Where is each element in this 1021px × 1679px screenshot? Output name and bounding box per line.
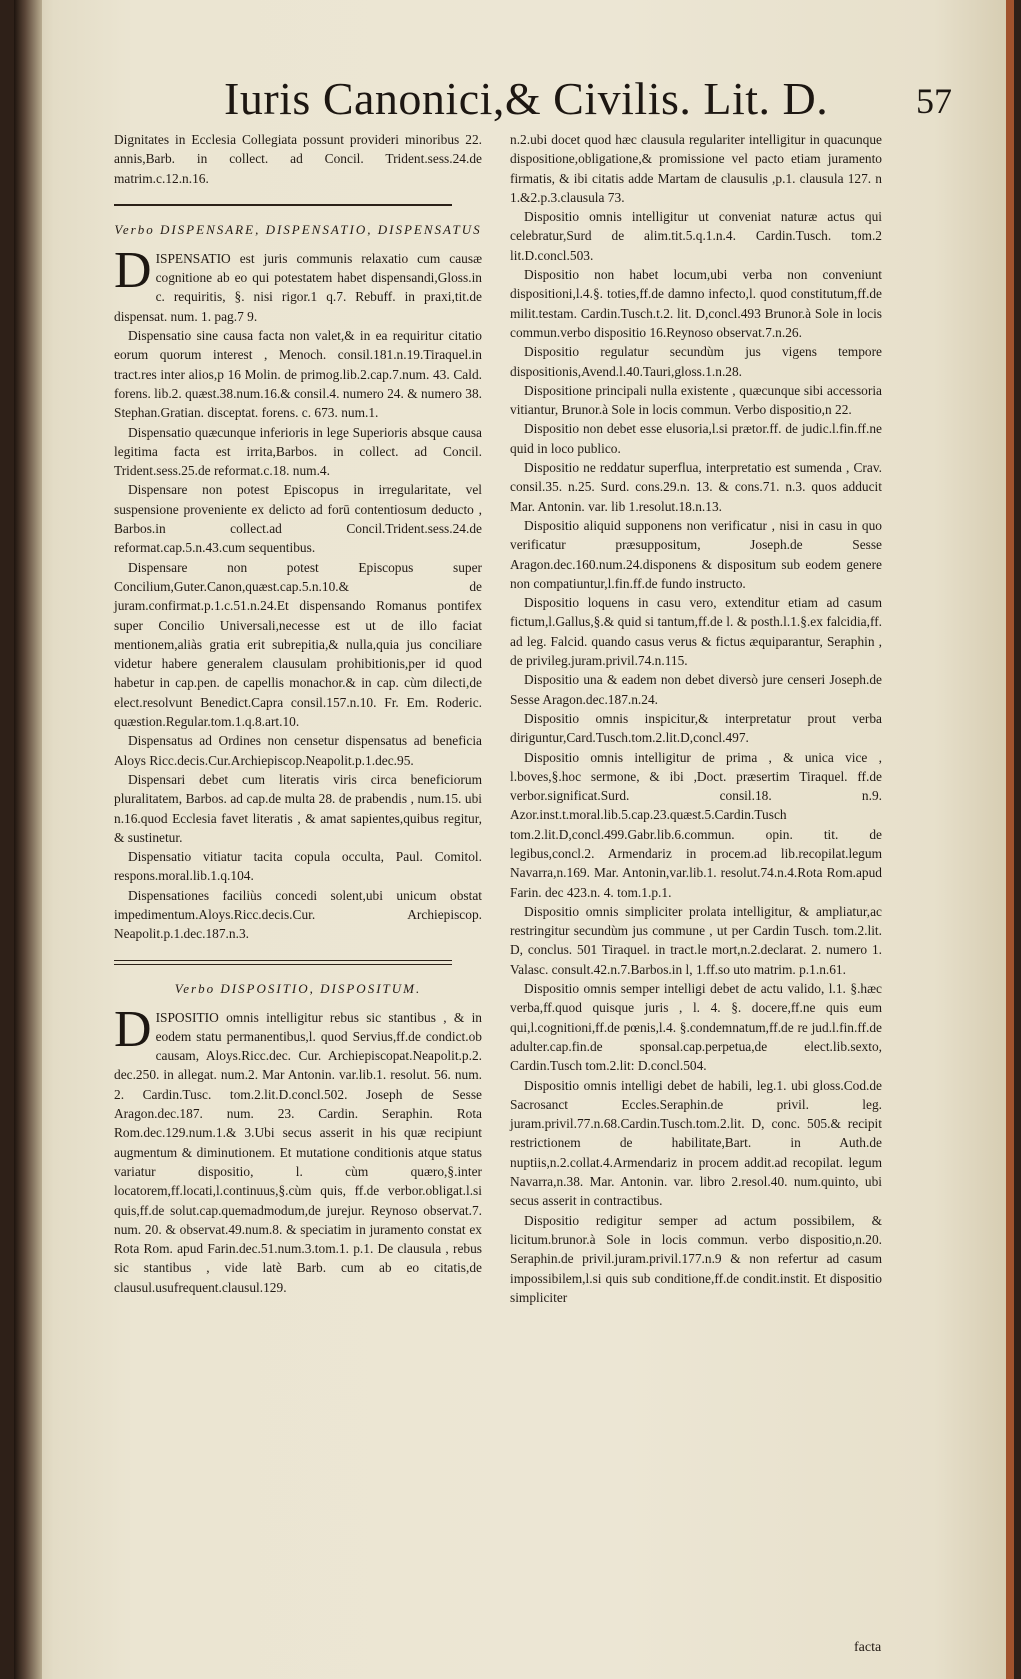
paragraph: Dispensatus ad Ordines non censetur dispensatus ad beneficia Aloys Ricc.decis.Cur.Archiepiscop.Neapolit.p.1.dec.95. (114, 733, 482, 768)
paragraph: n.2.ubi docet quod hæc clausula regulariter intelligitur in quacunque dispositione,obligatione,& promissione vel pacto etiam juramento firmatis, & ibi citatis adde Martam de clausulis ,p.1. clausula 127. n 1.&2.p.3.clausula 73. (510, 132, 882, 205)
paragraph: Dispositio non debet esse elusoria,l.si prætor.ff. de judic.l.fin.ff.ne quid in loco publico. (510, 421, 882, 456)
paragraph: Dispositio aliquid supponens non verificatur , nisi in casu in quo verificatur præsuppositum, Joseph.de Sesse Aragon.dec.160.num.24.disponens & dispositum sub eodem genere non compatiuntur,l.fin.ff.de fundo instructo. (510, 517, 882, 591)
paragraph: Dispositio una & eadem non debet diversò jure censeri Joseph.de Sesse Aragon.dec.187.n.24. (510, 672, 882, 707)
page-edge (1006, 0, 1014, 1679)
right-column (510, 130, 882, 1307)
page-number: 57 (916, 81, 952, 121)
paragraph: Dispositio ne reddatur superflua, interpretatio est sumenda , Crav. consil.35. n.25. Surd. cons.29.n. 13. & cons.71. n.3. quos adducit Mar. Antonin. var. lib 1.resolut.18.n.13. (510, 460, 882, 514)
paragraph: Dispositio non habet locum,ubi verba non conveniunt dispositioni,l.4.§. toties,ff.de damno infecto,l. quod constitutum,ff.de milit.testam. Cardin.Tusch.t.2. lit. D,concl.493 Brunor.à Sole in locis commun.verbo dispositio 16.Reynoso observat.7.n.26. (510, 267, 882, 340)
paragraph: Dispositio omnis intelligitur de prima , & unica vice , l.boves,§.hoc sermone, & ibi ,Doct. præsertim Tiraquel. ff.de verbor.significat.Surd. consil.18. n.9. Azor.inst.t.moral.lib.5.cap.23.quæst.5.Cardin.Tusch tom.2.lit.D,concl.499.Gabr.lib.6.commun. opin. tit. de legibus,concl.2. Armendariz in procem.ad lib.recopilat.legum Navarra,n.169. Mar. Antonin,var.lib.1. resolut.74.n.4.Rota Rom.apud Farin. dec 423.n. 4. tom.1.p.1. (510, 749, 882, 900)
paragraph: Dispensationes faciliùs concedi solent,ubi unicum obstat impedimentum.Aloys.Ricc.decis.Cur. Archiepiscop. Neapolit.p.1.dec.187.n.3. (114, 887, 482, 942)
paragraph (114, 241, 482, 326)
drop-capital: D (114, 241, 152, 299)
paragraph: Dispensare non potest Episcopus in irregularitate, vel suspensione proveniente ex delicto ad forū contentiosum deducto , Barbos.in collect.ad Concil.Trident.sess.24.de reformat.cap.5.n.43.cum sequentibus. (114, 482, 482, 556)
paragraph: Dispositio omnis inspicitur,& interpretatur prout verba diriguntur,Card.Tusch.tom.2.lit.D,concl.497. (510, 710, 882, 746)
paragraph: Dispensatio sine causa facta non valet,& in ea requiritur citatio eorum quorum interest , Menoch. consil.181.n.19.Tiraquel.in tract.res inter alios,p 16 Molin. de primog.lib.2.cap.7.num. 43. Cald. forens. lib.2. quæst.38.num.16.& consil.4. numero 24. & numero 38. Stephan.Gratian. disceptat. forens. c. 673. num.1. (114, 328, 482, 421)
book-leaf (14, 0, 1014, 1679)
section-heading: Verbo DISPOSITIO, DISPOSITUM. (174, 980, 422, 996)
section-rule (114, 204, 452, 206)
paragraph-text: ISPENSATIO est juris communis relaxatio cum causæ cognitione ab eo qui potestatem habet dispensandi,Gloss.in c. requiritis, §. nisi rigor.1 q.7. Rebuff. in praxi,tit.de dispensat. num. 1. pag.7 9. (114, 250, 482, 324)
paragraph: Dispositio omnis simpliciter prolata intelligitur, & ampliatur,ac restringitur secundùm jus commune , ut per Cardin Tusch. tom.2.lit. D, conclus. 501 Tiraquel. in tract.le mort,n.2.declarat. 2. numero 1. Valasc. consult.42.n.7.Barbos.in l, 1.ff.so uto matrim. p.1.n.61. (510, 903, 882, 977)
section-heading: Verbo DISPENSARE, DISPENSATIO, DISPENSATUS (114, 221, 482, 237)
paragraph: Dispensari debet cum literatis viris circa beneficiorum pluralitatem, Barbos. ad cap.de multa 28. de prabendis , num.15. ubi n.16.quod Ecclesia favet literatis , & amat sapientes,quibus regitur, & sustinetur. (114, 771, 482, 845)
section-rule (114, 960, 452, 965)
book-gutter (14, 0, 42, 1679)
paragraph: Dispensatio quæcunque inferioris in lege Superioris absque causa legitima facta est irrita,Barbos. in collect. ad Concil. Trident.sess.25.de reformat.c.18. num.4. (114, 424, 482, 479)
paragraph: Dispositio regulatur secundùm jus vigens tempore dispositionis,Avend.l.40.Tauri,gloss.1.n.28. (510, 344, 882, 379)
paragraph: Dispositio omnis semper intelligi debet de actu valido, l.1. §.hæc verba,ff.quod quisque juris , l. 4. §. docere,ff.ne quis eum qui,l.cognitioni,ff.de pœnis,l.4. §.condemnatum,ff.de re jud.l.fin.ff.de adulter.cap.fin.de sponsal.cap.perpetua,de elect.lib.sexto, Cardin.Tusch tom.2.lit: D.concl.504. (510, 981, 882, 1074)
paragraph-text: ISPOSITIO omnis intelligitur rebus sic stantibus , & in eodem statu permanentibus,l. quod Servius,ff.de condict.ob causam, Aloys.Ricc.dec. Cur. Archiepiscopat.Neapolit.p.2. dec.250. in allegat. num.2. Mar Antonin. var.lib.1. resolut. 56. num. 2. Cardin.Tusc. tom.2.lit.D.concl.502. Joseph de Sesse Aragon.dec.187. num. 23. Cardin. Seraphin. Rota Rom.dec.129.num.1.& 3.Ubi secus asserit in his quæ recipiunt augmentum & diminutionem. Et mutatione conditionis atque status variatur dispositio, l. cùm quæro,§.inter locatorem,ff.locati,l.continuus,§.cùm quis, ff.de verbor.obligat.l.si quis,ff.de solut.cap.quemadmodum,de jurejur. Reynoso observat.7. num. 20. & observat.49.num.8. & speciatim in juramento constat ex Rota Rom. apud Farin.dec.51.num.3.tom.1. p.1. De clausula , rebus sic stantibus , vide latè Barb. cum ab eo citatis,de clausul.usufrequent.clausul.129. (114, 1009, 482, 1295)
paragraph: Dispositio loquens in casu vero, extenditur etiam ad casum fictum,l.Gallus,§.& quid si tantum,ff.de l. & posth.l.1.§.ex falcidia,ff. ad leg. Falcid. quando casus verus & fictus æquiparantur, Seraphin , de privileg.juram.privil.74.n.115. (510, 595, 882, 669)
left-column (114, 130, 482, 1297)
running-head: Iuris Canonici,& Civilis. Lit. D. (224, 73, 829, 124)
paragraph: Dispositio omnis intelligi debet de habili, leg.1. ubi gloss.Cod.de Sacrosanct Eccles.Seraphin.de privil. leg. juram.privil.77.n.68.Cardin.Tusch.tom.2.lit. D, conc. 505.& recipit restrictionem de habilitate,Bart. in Auth.de nuptiis,n.2.collat.4.Armendariz in procem addit.ad recopilat. legum Navarra,n.38. Mar. Antonin. var. libro 2.resol.40. num.quinto, ubi secus asserit in contractibus. (510, 1077, 882, 1209)
catchword: facta (854, 1640, 882, 1655)
paragraph (114, 1000, 482, 1297)
paragraph: Dispensatio vitiatur tacita copula occulta, Paul. Comitol. respons.moral.lib.1.q.104. (114, 849, 482, 884)
drop-capital: D (114, 1000, 152, 1058)
paragraph: Dispositio redigitur semper ad actum possibilem, & licitum.brunor.à Sole in locis commun. verbo dispositio,n.20. Seraphin.de privil.juram.privil.177.n.9 & non refertur ad casum impossibilem,l.si quis sub conditione,ff.de condit.instit. Et dispositio simpliciter (510, 1212, 882, 1305)
paragraph: Dispositione principali nulla existente , quæcunque sibi accessoria vitiantur, Brunor.à Sole in locis commun. Verbo dispositio,n 22. (510, 382, 882, 418)
paragraph: Dignitates in Ecclesia Collegiata possunt provideri minoribus 22. annis,Barb. in collect. ad Concil. Trident.sess.24.de matrim.c.12.n.16. (114, 132, 482, 186)
paragraph: Dispositio omnis intelligitur ut conveniat naturæ actus qui celebratur,Surd de alim.tit.5.q.1.n.4. Cardin.Tusch. tom.2 lit.D.concl.503. (510, 209, 882, 263)
paragraph: Dispensare non potest Episcopus super Concilium,Guter.Canon,quæst.cap.5.n.10.& de juram.confirmat.p.1.c.51.n.24.Et dispensando Romanus pontifex super Concilio Universali,necesse est ut de illo faciat mentionem,aliàs gratia erit subrepitia,& nulla,quia jus conciliare videtur habere generalem clausulam prohibitionis,per id quod habetur in cap.pen. de capellis monachor.& in cap. cùm dilecti,de elect.resolvunt Benedict.Capra consil.157.n.10. Fr. Em. Roderic. quæstion.Regular.tom.1.q.8.art.10. (114, 559, 482, 730)
